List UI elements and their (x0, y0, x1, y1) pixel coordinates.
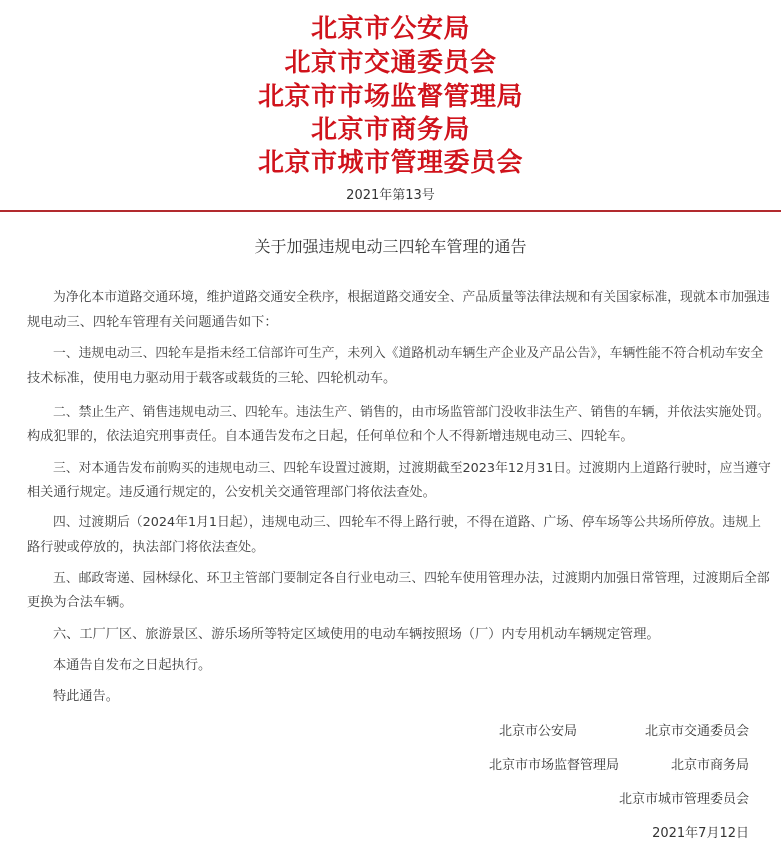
signature-transport: 北京市交通委员会 (644, 724, 749, 739)
intro-line-2: 规电动三、四轮车管理有关问题通告如下： (27, 315, 278, 330)
issuer-urban-management: 北京市城市管理委员会 (257, 148, 523, 178)
intro-line-1: 为净化本市道路交通环境，维护道路交通安全秩序，根据道路交通安全、产品质量等法律法规和有关国家标准，现就本市加强违 (53, 290, 770, 305)
item1-line-2: 技术标准，使用电力驱动用于载客或载货的三轮、四轮机动车。 (27, 371, 397, 386)
closing-line: 特此通告。 (53, 689, 119, 704)
item4-line-1: 四、过渡期后（2024年1月1日起），违规电动三、四轮车不得上路行驶，不得在道路、广场、停车场等公共场所停放。违规上 (53, 515, 761, 530)
signature-commerce: 北京市商务局 (670, 758, 749, 773)
issuer-transport: 北京市交通委员会 (284, 48, 497, 78)
item1-line-1: 一、违规电动三、四轮车是指未经工信部许可生产，未列入《道路机动车辆生产企业及产品公告》，车辆性能不符合机动车安全 (53, 346, 764, 361)
signature-urban-management: 北京市城市管理委员会 (618, 792, 749, 807)
issuer-market-regulation: 北京市市场监督管理局 (257, 82, 523, 112)
effective-line: 本通告自发布之日起执行。 (53, 658, 212, 673)
signature-market-regulation: 北京市市场监督管理局 (489, 758, 620, 773)
item6-line: 六、工厂厂区、旅游景区、游乐场所等特定区域使用的电动车辆按照场（厂）内专用机动车辆规定管理。 (53, 627, 660, 642)
item2-line-1: 二、禁止生产、销售违规电动三、四轮车。违法生产、销售的，由市场监管部门没收非法生产、销售的车辆，并依法实施处罚。 (53, 405, 770, 420)
issuer-commerce: 北京市商务局 (310, 115, 470, 145)
red-divider (0, 210, 781, 212)
document-number: 2021年第13号 (346, 188, 435, 203)
item3-line-2: 相关通行规定。违反通行规定的，公安机关交通管理部门将依法查处。 (27, 485, 436, 500)
item4-line-2: 路行驶或停放的，执法部门将依法查处。 (27, 540, 265, 555)
notice-title: 关于加强违规电动三四轮车管理的通告 (254, 237, 527, 256)
item3-line-1: 三、对本通告发布前购买的违规电动三、四轮车设置过渡期，过渡期截至2023年12月31日。过渡期内上道路行驶时，应当遵守 (53, 461, 771, 476)
item5-line-2: 更换为合法车辆。 (27, 595, 133, 610)
signature-date: 2021年7月12日 (652, 826, 749, 841)
issuer-public-security: 北京市公安局 (310, 14, 470, 44)
item2-line-2: 构成犯罪的，依法追究刑事责任。自本通告发布之日起，任何单位和个人不得新增违规电动三、四轮车。 (27, 429, 634, 444)
signature-public-security: 北京市公安局 (499, 724, 578, 739)
item5-line-1: 五、邮政寄递、园林绿化、环卫主管部门要制定各自行业电动三、四轮车使用管理办法，过渡期内加强日常管理，过渡期后全部 (53, 571, 770, 586)
